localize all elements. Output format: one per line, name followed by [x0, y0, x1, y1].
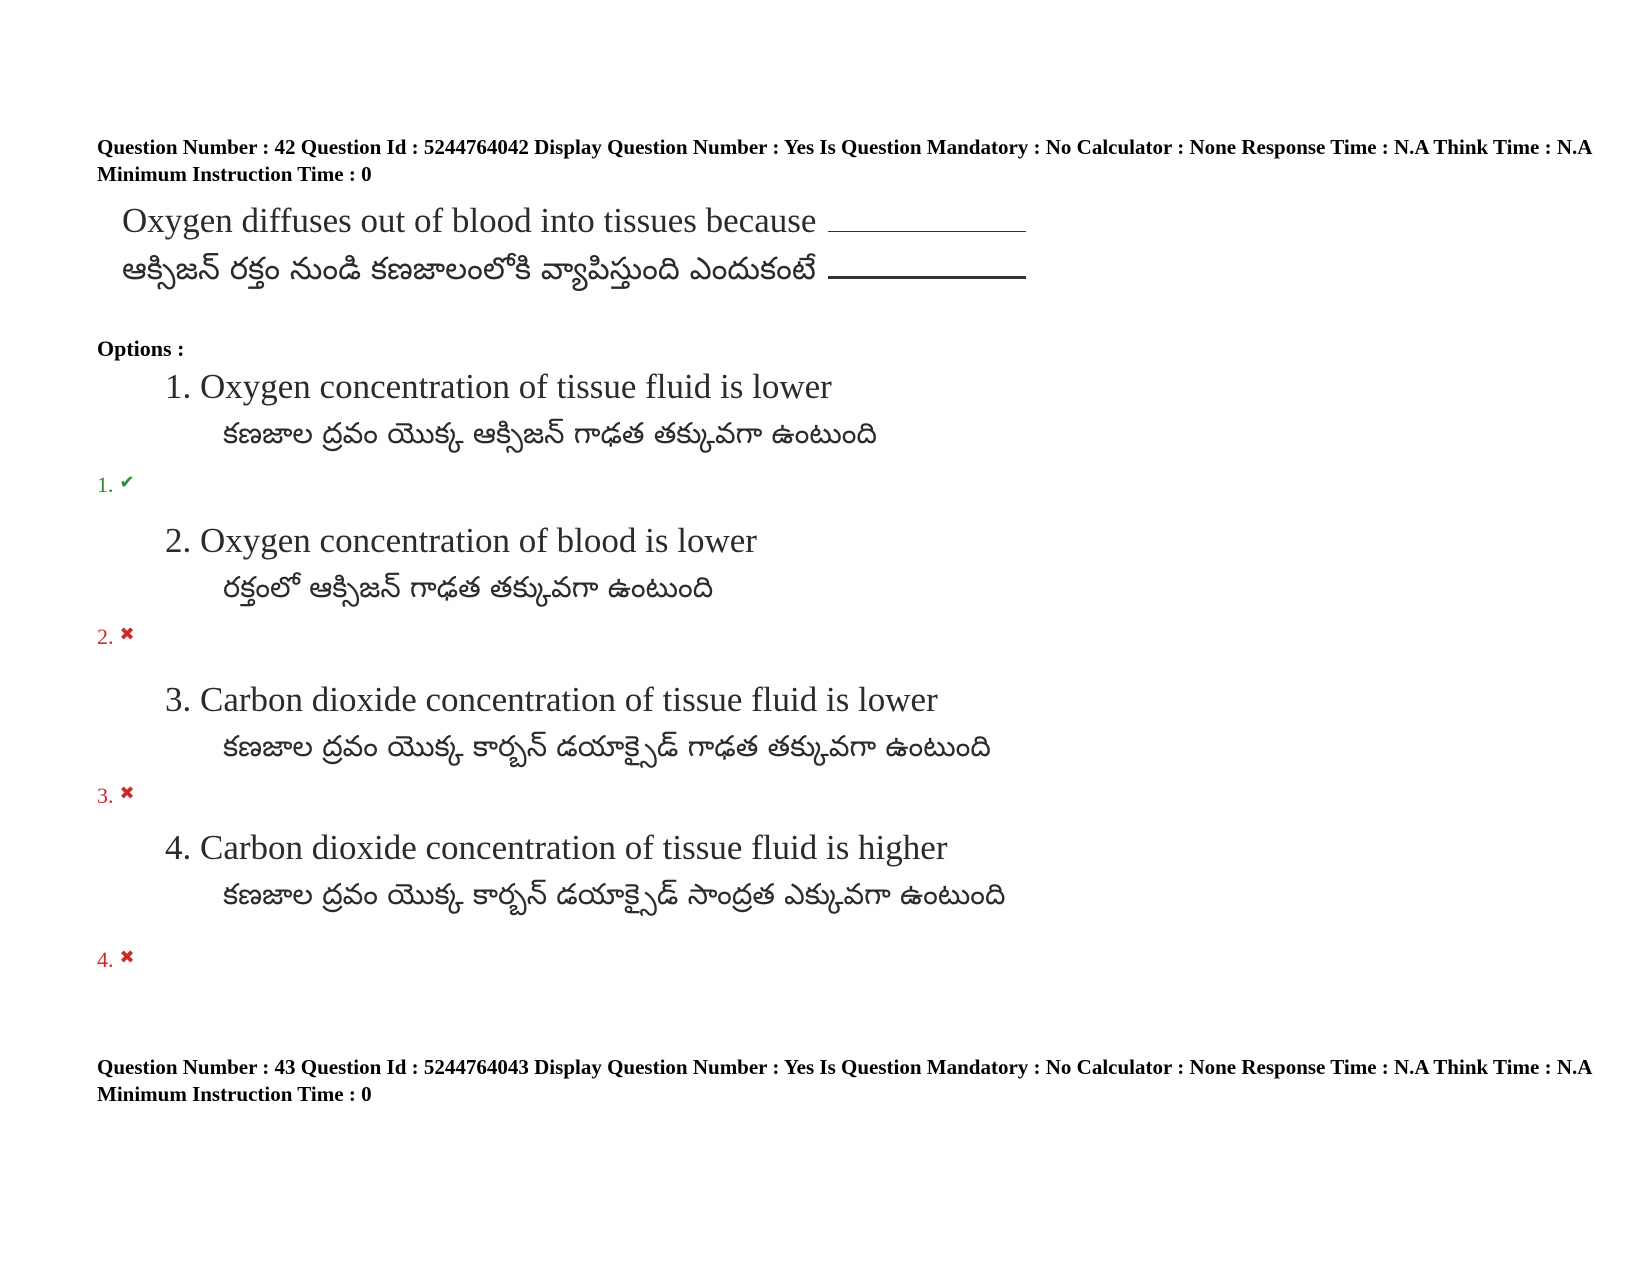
option-1-text: [165, 364, 877, 456]
option-2-text: [165, 518, 757, 610]
option-4-marker: [97, 947, 135, 973]
cross-icon: ✖: [119, 783, 135, 804]
option-3-text: [165, 677, 991, 769]
cross-icon: ✖: [119, 624, 135, 645]
option-1-number: 1.: [97, 472, 114, 497]
option-1-marker: [97, 472, 135, 498]
option-4-telugu: కణజాల ద్రవం యొక్క కార్బన్ డయాక్సైడ్ సాంద్రత ఎక్కువగా ఉంటుంది: [223, 877, 1006, 911]
check-icon: ✔: [119, 472, 135, 493]
option-3-marker: [97, 783, 135, 809]
question-43-meta: Question Number : 43 Question Id : 5244764043 Display Question Number : Yes Is Question Mandatory : No Calculator : None Response Time : N.A Think Time : N.A Minimum Instruction Time : 0: [97, 1055, 1597, 1106]
option-2-telugu: రక్తంలో ఆక్సిజన్ గాఢత తక్కువగా ఉంటుంది: [223, 570, 714, 604]
question-stem-english: [122, 197, 1026, 245]
option-4-number: 4.: [97, 947, 114, 972]
option-4-english: 4. Carbon dioxide concentration of tissue fluid is higher: [165, 828, 948, 867]
question-stem-telugu: [122, 245, 1026, 293]
option-1-telugu: కణజాల ద్రవం యొక్క ఆక్సిజన్ గాఢత తక్కువగా ఉంటుంది: [223, 416, 877, 450]
answer-blank: [828, 276, 1026, 279]
option-3-telugu: కణజాల ద్రవం యొక్క కార్బన్ డయాక్సైడ్ గాఢత తక్కువగా ఉంటుంది: [223, 729, 991, 763]
option-2-marker: [97, 624, 135, 650]
question-stem-english-text: Oxygen diffuses out of blood into tissues because: [122, 201, 817, 240]
question-42-meta: Question Number : 42 Question Id : 5244764042 Display Question Number : Yes Is Question Mandatory : No Calculator : None Response Time : N.A Think Time : N.A Minimum Instruction Time : 0: [97, 135, 1597, 186]
option-3-english: 3. Carbon dioxide concentration of tissue fluid is lower: [165, 680, 938, 719]
option-4-text: [165, 825, 1005, 917]
option-1-english: 1. Oxygen concentration of tissue fluid is lower: [165, 367, 832, 406]
options-label: Options :: [97, 336, 185, 361]
option-2-english: 2. Oxygen concentration of blood is lower: [165, 521, 757, 560]
option-3-number: 3.: [97, 783, 114, 808]
answer-blank: [828, 231, 1026, 232]
question-stem-telugu-text: ఆక్సిజన్ రక్తం నుండి కణజాలంలోకి వ్యాపిస్తుంది ఎందుకంటే: [122, 251, 816, 287]
cross-icon: ✖: [119, 947, 135, 968]
option-2-number: 2.: [97, 624, 114, 649]
question-stem: [122, 197, 1026, 293]
